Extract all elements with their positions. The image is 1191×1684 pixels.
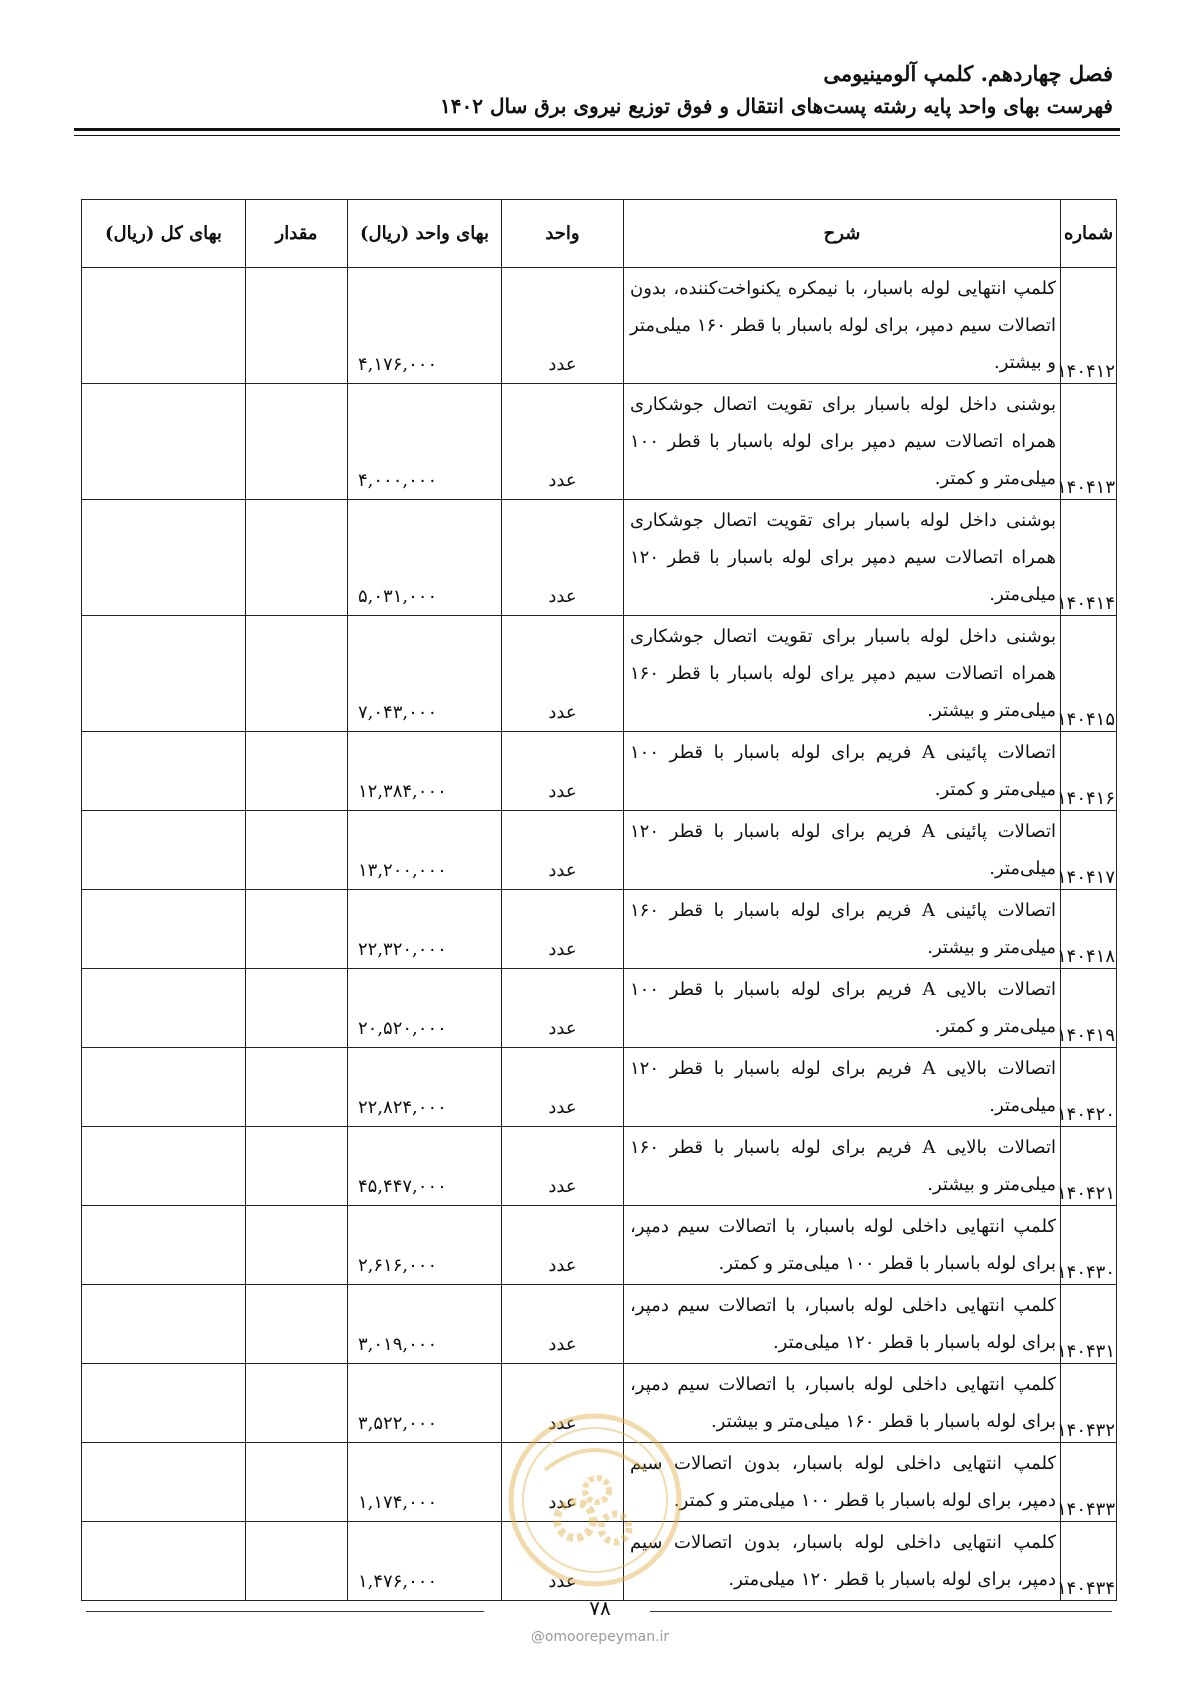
row-code: ۱۴۰۴۲۱: [1061, 1127, 1117, 1206]
table-row: [82, 890, 1117, 969]
row-total-price: [82, 268, 246, 384]
row-unit: عدد: [502, 1285, 624, 1364]
row-code: ۱۴۰۴۱۵: [1061, 616, 1117, 732]
row-quantity: [246, 384, 348, 500]
row-unit-price: ۱,۴۷۶,۰۰۰: [348, 1522, 502, 1601]
footer-rule-left: [86, 1611, 484, 1612]
row-quantity: [246, 811, 348, 890]
row-unit-price: ۷,۰۴۳,۰۰۰: [348, 616, 502, 732]
table-row: [82, 1206, 1117, 1285]
row-unit-price: ۵,۰۳۱,۰۰۰: [348, 500, 502, 616]
row-code: ۱۴۰۴۱۷: [1061, 811, 1117, 890]
row-unit: عدد: [502, 1127, 624, 1206]
row-code: ۱۴۰۴۱۸: [1061, 890, 1117, 969]
row-quantity: [246, 969, 348, 1048]
row-code: ۱۴۰۴۱۳: [1061, 384, 1117, 500]
row-code: ۱۴۰۴۱۴: [1061, 500, 1117, 616]
row-unit-price: ۲,۶۱۶,۰۰۰: [348, 1206, 502, 1285]
row-quantity: [246, 1127, 348, 1206]
row-description: اتصالات بالایی A فریم برای لوله باسبار با قطر ۱۲۰ میلی‌متر.: [624, 1048, 1061, 1127]
row-quantity: [246, 1522, 348, 1601]
header-total-price: بهای کل (ریال): [82, 200, 246, 268]
row-total-price: [82, 969, 246, 1048]
row-total-price: [82, 811, 246, 890]
row-unit-price: ۴,۰۰۰,۰۰۰: [348, 384, 502, 500]
row-total-price: [82, 732, 246, 811]
row-total-price: [82, 1206, 246, 1285]
row-unit: عدد: [502, 268, 624, 384]
row-unit: عدد: [502, 1522, 624, 1601]
row-code: ۱۴۰۴۱۹: [1061, 969, 1117, 1048]
table-row: [82, 732, 1117, 811]
row-quantity: [246, 1364, 348, 1443]
row-unit: عدد: [502, 732, 624, 811]
table-row: [82, 384, 1117, 500]
row-unit-price: ۴۵,۴۴۷,۰۰۰: [348, 1127, 502, 1206]
row-unit-price: ۱,۱۷۴,۰۰۰: [348, 1443, 502, 1522]
row-description: بوشنی داخل لوله باسبار برای تقویت اتصال جوشکاری همراه اتصالات سیم دمپر یرای لوله باسبار با قطر ۱۶۰ میلی‌متر و بیشتر.: [624, 616, 1061, 732]
row-unit: عدد: [502, 1206, 624, 1285]
row-quantity: [246, 616, 348, 732]
row-quantity: [246, 500, 348, 616]
table-row: [82, 1364, 1117, 1443]
row-quantity: [246, 268, 348, 384]
table-row: [82, 1522, 1117, 1601]
row-unit-price: ۳,۵۲۲,۰۰۰: [348, 1364, 502, 1443]
row-description: کلمپ انتهایی داخلی لوله باسبار، با اتصالات سیم دمپر، برای لوله باسبار با قطر ۱۰۰ میلی‌متر و کمتر.: [624, 1206, 1061, 1285]
row-description: اتصالات پائینی A فریم برای لوله باسبار با قطر ۱۶۰ میلی‌متر و بیشتر.: [624, 890, 1061, 969]
header-unit-price: بهای واحد (ریال): [348, 200, 502, 268]
row-quantity: [246, 890, 348, 969]
row-total-price: [82, 1443, 246, 1522]
row-code: ۱۴۰۴۱۲: [1061, 268, 1117, 384]
watermark-site: @omoorepeyman.ir: [530, 1629, 670, 1645]
row-description: اتصالات پائینی A فریم برای لوله باسبار با قطر ۱۲۰ میلی‌متر.: [624, 811, 1061, 890]
row-unit: عدد: [502, 1364, 624, 1443]
row-total-price: [82, 1048, 246, 1127]
row-description: بوشنی داخل لوله باسبار برای تقویت اتصال جوشکاری همراه اتصالات سیم دمپر برای لوله باسبار با قطر ۱۲۰ میلی‌متر.: [624, 500, 1061, 616]
table-row: [82, 1127, 1117, 1206]
table-row: [82, 500, 1117, 616]
row-code: ۱۴۰۴۳۱: [1061, 1285, 1117, 1364]
row-unit: عدد: [502, 969, 624, 1048]
row-total-price: [82, 500, 246, 616]
row-description: اتصالات پائینی A فریم برای لوله باسبار با قطر ۱۰۰ میلی‌متر و کمتر.: [624, 732, 1061, 811]
row-total-price: [82, 890, 246, 969]
row-total-price: [82, 1522, 246, 1601]
table-row: [82, 268, 1117, 384]
row-code: ۱۴۰۴۳۴: [1061, 1522, 1117, 1601]
row-total-price: [82, 616, 246, 732]
row-description: اتصالات بالایی A فریم برای لوله باسبار با قطر ۱۰۰ میلی‌متر و کمتر.: [624, 969, 1061, 1048]
row-total-price: [82, 1127, 246, 1206]
row-quantity: [246, 1206, 348, 1285]
header-description: شرح: [624, 200, 1061, 268]
table-row: [82, 1048, 1117, 1127]
page-number: ۷۸: [589, 1596, 611, 1620]
header-quantity: مقدار: [246, 200, 348, 268]
header-code: شماره: [1061, 200, 1117, 268]
row-code: ۱۴۰۴۳۲: [1061, 1364, 1117, 1443]
footer-rule-right: [650, 1611, 1112, 1612]
row-description: بوشنی داخل لوله باسبار برای تقویت اتصال جوشکاری همراه اتصالات سیم دمپر برای لوله باسبار با قطر ۱۰۰ میلی‌متر و کمتر.: [624, 384, 1061, 500]
row-unit: عدد: [502, 616, 624, 732]
row-unit: عدد: [502, 384, 624, 500]
row-quantity: [246, 732, 348, 811]
row-description: کلمپ انتهایی داخلی لوله باسبار، با اتصالات سیم دمپر، برای لوله باسبار با قطر ۱۶۰ میلی‌متر و بیشتر.: [624, 1364, 1061, 1443]
header-unit: واحد: [502, 200, 624, 268]
row-code: ۱۴۰۴۲۰: [1061, 1048, 1117, 1127]
table-row: [82, 969, 1117, 1048]
row-description: اتصالات بالایی A فریم برای لوله باسبار با قطر ۱۶۰ میلی‌متر و بیشتر.: [624, 1127, 1061, 1206]
row-description: کلمپ انتهایی لوله باسبار، با نیمکره یکنواخت‌کننده، بدون اتصالات سیم دمپر، برای لوله باسبار با قطر ۱۶۰ میلی‌متر و بیشتر.: [624, 268, 1061, 384]
header-rule-thin: [74, 135, 1120, 136]
row-quantity: [246, 1443, 348, 1522]
row-unit-price: ۳,۰۱۹,۰۰۰: [348, 1285, 502, 1364]
row-unit: عدد: [502, 1443, 624, 1522]
row-unit: عدد: [502, 500, 624, 616]
row-total-price: [82, 1364, 246, 1443]
price-table: [81, 199, 1117, 1601]
row-description: کلمپ انتهایی داخلی لوله باسبار، بدون اتصالات سیم دمپر، برای لوله باسبار با قطر ۱۰۰ میلی‌متر و کمتر.: [624, 1443, 1061, 1522]
row-total-price: [82, 384, 246, 500]
row-code: ۱۴۰۴۱۶: [1061, 732, 1117, 811]
row-code: ۱۴۰۴۳۳: [1061, 1443, 1117, 1522]
header-rule-thick: [74, 128, 1120, 131]
row-code: ۱۴۰۴۳۰: [1061, 1206, 1117, 1285]
row-quantity: [246, 1048, 348, 1127]
table-header-row: [82, 200, 1117, 268]
table-row: [82, 1443, 1117, 1522]
row-quantity: [246, 1285, 348, 1364]
table-row: [82, 1285, 1117, 1364]
row-unit: عدد: [502, 811, 624, 890]
row-unit-price: ۲۲,۸۲۴,۰۰۰: [348, 1048, 502, 1127]
row-description: کلمپ انتهایی داخلی لوله باسبار، با اتصالات سیم دمپر، برای لوله باسبار با قطر ۱۲۰ میلی‌متر.: [624, 1285, 1061, 1364]
row-description: کلمپ انتهایی داخلی لوله باسبار، بدون اتصالات سیم دمپر، برای لوله باسبار با قطر ۱۲۰ میلی‌متر.: [624, 1522, 1061, 1601]
page-header: [73, 58, 1113, 122]
row-unit-price: ۲۲,۳۲۰,۰۰۰: [348, 890, 502, 969]
row-unit: عدد: [502, 1048, 624, 1127]
row-unit-price: ۲۰,۵۲۰,۰۰۰: [348, 969, 502, 1048]
row-total-price: [82, 1285, 246, 1364]
row-unit-price: ۱۳,۲۰۰,۰۰۰: [348, 811, 502, 890]
table-row: [82, 616, 1117, 732]
table-row: [82, 811, 1117, 890]
chapter-title: فصل چهاردهم. کلمپ آلومینیومی: [823, 61, 1113, 86]
document-subtitle: فهرست بهای واحد پایه رشته پست‌های انتقال و فوق توزیع نیروی برق سال ۱۴۰۲: [440, 94, 1113, 118]
row-unit-price: ۴,۱۷۶,۰۰۰: [348, 268, 502, 384]
row-unit-price: ۱۲,۳۸۴,۰۰۰: [348, 732, 502, 811]
row-unit: عدد: [502, 890, 624, 969]
table-body: [82, 268, 1117, 1601]
